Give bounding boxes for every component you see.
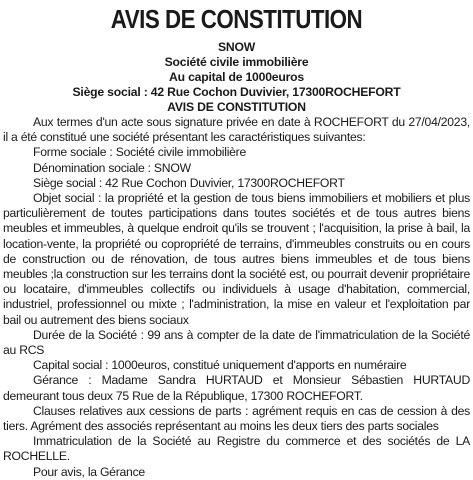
company-seat: Siège social : 42 Rue Cochon Duvivier, 17300ROCHEFORT	[72, 85, 401, 99]
duree-paragraph: Durée de la Société : 99 ans à compter de la date de l'immatriculation de la Société au RCS	[3, 327, 470, 358]
clauses-paragraph: Clauses relatives aux cessions de parts : agrément requis en cas de cession à des tiers. Agrément des associés représentant au moins les deux tiers des parts sociales	[3, 403, 470, 434]
objet-social-paragraph: Objet social : la propriété et la gestion de tous biens immobiliers et mobiliers et plus particulièrement de toutes participations dans toutes sociétés et de tous autres biens meubles et immeubles, à quelque endroit qu'ils se trouvent ; l'acquisition, la prise à bail, la location-vente, la propriété ou copropriété de terrains, d'immeubles construits ou en cours de construction ou de rénovation, de tous autres biens immeubles et de tous biens meubles ;la construction sur les terrains dont la société est, ou pourrait devenir propriétaire ou locataire, d'immeubles collectifs ou individuels à usage d'habitation, commercial, industriel, professionnel ou mixte ; l'administration, la mise en valeur et l'exploitation par bail ou autrement des biens sociaux	[3, 191, 470, 327]
denomination-line: Dénomination sociale : SNOW	[33, 160, 191, 175]
forme-sociale-line: Forme sociale : Société civile immobilière	[33, 145, 247, 160]
company-name: SNOW	[217, 40, 256, 54]
notice-banner-title: AVIS DE CONSTITUTION	[110, 4, 363, 34]
siege-social-line: Siège social : 42 Rue Cochon Duvivier, 17300ROCHEFORT	[33, 175, 345, 190]
company-kind: Société civile immobilière	[164, 55, 309, 69]
intro-paragraph: Aux termes d'un acte sous signature privée en date à ROCHEFORT du 27/04/2023, il a été constitué une société présentant les caractéristiques suivantes:	[3, 115, 470, 145]
signature-line: Pour avis, la Gérance	[33, 464, 145, 479]
notice-subtitle: AVIS DE CONSTITUTION	[167, 100, 306, 114]
company-header	[3, 40, 470, 115]
immatriculation-paragraph: Immatriculation de la Société au Registre du commerce et des sociétés de LA ROCHELLE.	[3, 434, 470, 464]
company-capital: Au capital de 1000euros	[169, 70, 304, 84]
capital-paragraph: Capital social : 1000euros, constitué uniquement d'apports en numéraire	[33, 358, 407, 373]
gerance-paragraph: Gérance : Madame Sandra HURTAUD et Monsieur Sébastien HURTAUD demeurant tous deux 75 Rue de la République, 17300 ROCHEFORT.	[3, 373, 470, 403]
notice-body	[3, 115, 470, 480]
